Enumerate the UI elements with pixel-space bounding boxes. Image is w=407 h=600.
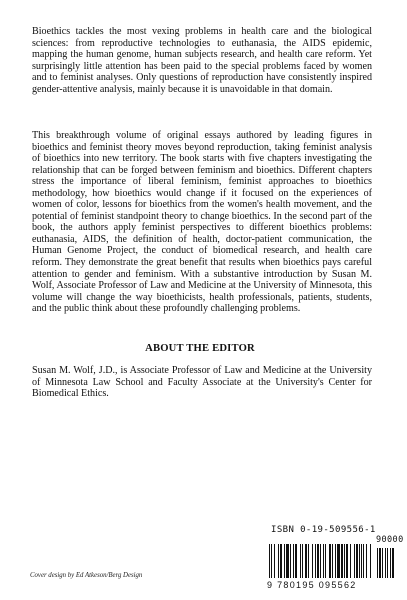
barcode-addon-bar — [392, 548, 394, 578]
barcode-addon-bar — [390, 548, 391, 578]
barcode-bar — [332, 544, 333, 578]
about-editor-heading: ABOUT THE EDITOR — [145, 343, 255, 354]
barcode-addon-bar — [382, 548, 383, 578]
barcode-addon-bar — [377, 548, 378, 578]
barcode-bar — [278, 544, 279, 578]
intro-text: Bioethics tackles the most vexing problems in health care and the biological sciences: from reproductive technologies to euthanasia, the AIDS epidemic, mapping the human genome, human subjects research, and health care reform. Yet surprisingly little attention has been paid to the special problems faced by women and to feminist analyses. Only questions of reproduction have consistently inspired gender-attentive analysis, mainly because it is unavoidable in that domain. — [32, 26, 372, 95]
barcode-bar — [271, 544, 272, 578]
barcode-bar — [320, 544, 321, 578]
barcode-block — [267, 525, 407, 593]
description-text: This breakthrough volume of original essays authored by leading figures in bioethics and feminist theory moves beyond reproduction, taking feminist analysis of bioethics into new territory. The book starts with five chapters investigating the relationship that can be forged between feminism and bioethics. Different chapters stress the importance of liberal feminism, feminist approaches to bioethics methodology, how bioethics would change if it focused on the experiences of women of color, lessons for bioethics from the women's health movement, and the potential of feminist standpoint theory to change bioethics. In the second part of the book, the authors apply feminist perspectives to different bioethics problems: euthanasia, AIDS, the definition of health, doctor-patient communication, the Human Genome Project, the conduct of biomedical research, and health care reform. They demonstrate the great benefit that results when bioethics pays careful attention to gender and feminism. With a substantive introduction by Susan M. Wolf, Associate Professor of Law and Medicine at the University of Minnesota, this volume will change the way bioethicists, health professionals, patients, students, and the public think about these profoundly challenging problems. — [32, 130, 372, 315]
barcode-bar — [363, 544, 364, 578]
editor-bio-text: Susan M. Wolf, J.D., is Associate Professor of Law and Medicine at the University of Minnesota Law School and Faculty Associate at the University's Center for Biomedical Ethics. — [32, 365, 372, 400]
barcode-bar — [370, 544, 371, 578]
barcode-bar — [290, 544, 291, 578]
barcode-bar — [354, 544, 355, 578]
barcode-icon — [267, 544, 399, 580]
barcode-bar — [269, 544, 270, 578]
barcode-digits: 9 780195 095562 — [267, 580, 357, 590]
barcode-bar — [325, 544, 326, 578]
barcode-bar — [366, 544, 367, 578]
barcode-bar — [359, 544, 360, 578]
description-paragraph — [32, 130, 372, 315]
barcode-bar — [337, 544, 340, 578]
barcode-bar — [356, 544, 358, 578]
barcode-addon-bar — [387, 548, 388, 578]
barcode-bar — [302, 544, 303, 578]
barcode-bar — [295, 544, 297, 578]
cover-design-credit: Cover design by Ed Atkeson/Berg Design — [30, 572, 143, 579]
barcode-bar — [317, 544, 319, 578]
barcode-bar — [280, 544, 282, 578]
barcode-bar — [323, 544, 324, 578]
barcode-addon-bar — [379, 548, 381, 578]
barcode-bar — [341, 544, 343, 578]
barcode-bar — [308, 544, 309, 578]
barcode-addon-bar — [385, 548, 386, 578]
barcode-bar — [346, 544, 348, 578]
barcode-bar — [350, 544, 351, 578]
barcode-bar — [361, 544, 362, 578]
barcode-bar — [315, 544, 316, 578]
barcode-bar — [300, 544, 301, 578]
price-code: 90000 — [376, 535, 404, 545]
barcode-bar — [344, 544, 345, 578]
editor-bio-paragraph — [32, 365, 372, 400]
barcode-bar — [274, 544, 275, 578]
intro-paragraph — [32, 26, 372, 95]
barcode-bar — [284, 544, 285, 578]
barcode-bar — [293, 544, 294, 578]
barcode-bar — [329, 544, 331, 578]
barcode-bar — [312, 544, 313, 578]
barcode-bar — [305, 544, 307, 578]
isbn-label: ISBN 0-19-509556-1 — [271, 525, 376, 535]
barcode-bar — [335, 544, 336, 578]
barcode-bar — [286, 544, 289, 578]
